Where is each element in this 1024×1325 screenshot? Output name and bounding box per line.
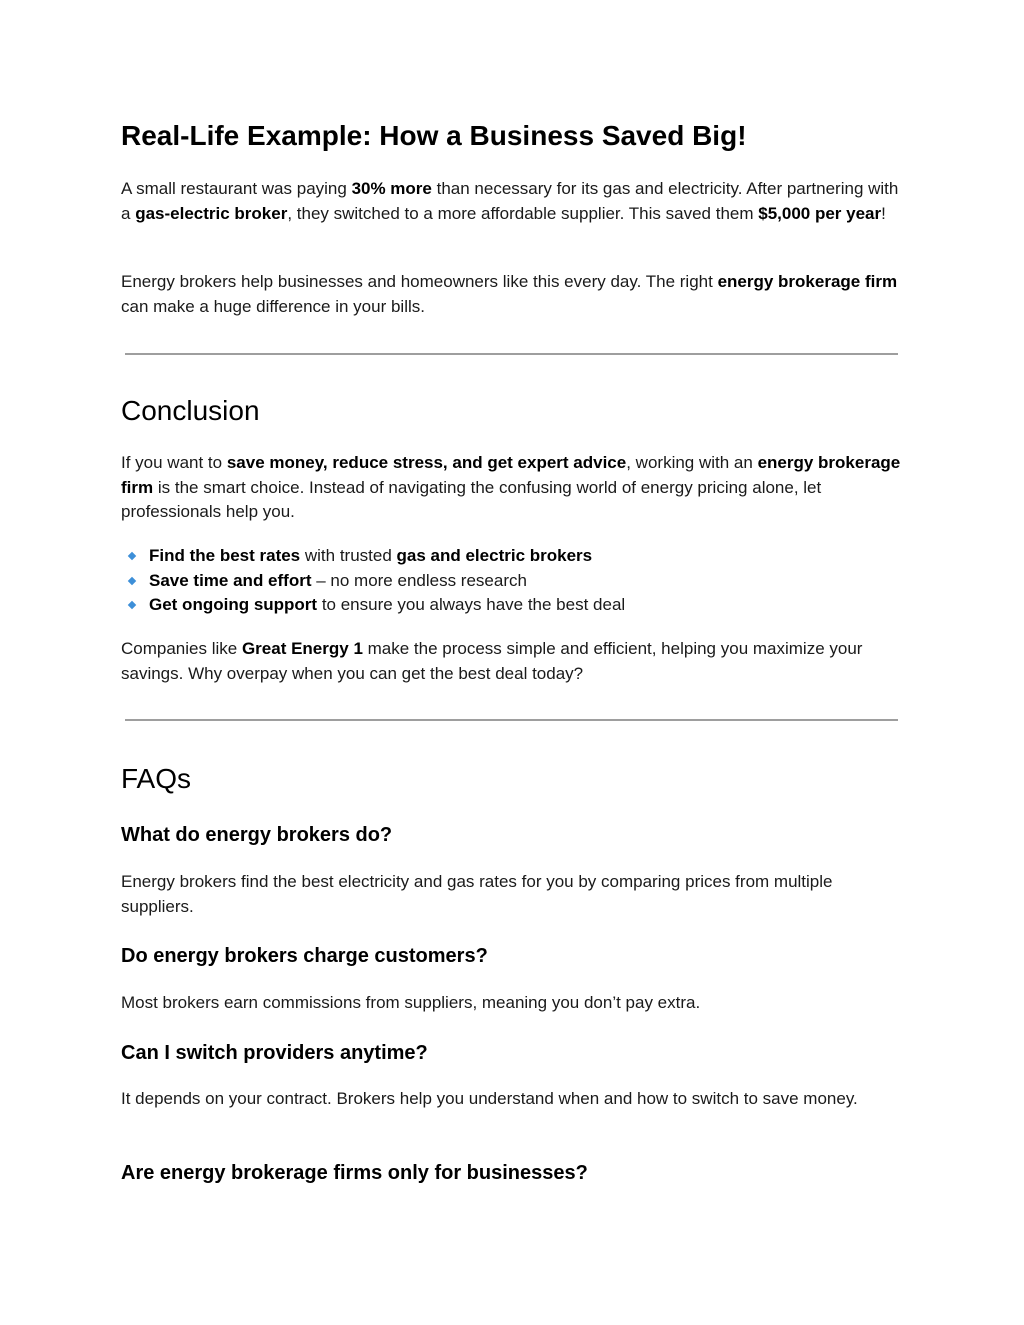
faq-answer: It depends on your contract. Brokers help you understand when and how to switch to save money.	[121, 1089, 858, 1108]
faq-question: What do energy brokers do?	[121, 824, 393, 846]
section-divider	[125, 719, 898, 721]
faq-question: Can I switch providers anytime?	[121, 1042, 428, 1064]
conclusion-paragraph-1: If you want to save money, reduce stress, and get expert advice, working with an energy brokerage firm is the smart choice. Instead of navigating the confusing world of energy pricing alone, let professionals help you.	[121, 453, 901, 521]
section-divider	[125, 353, 898, 355]
conclusion-heading: Conclusion	[121, 395, 260, 426]
faq-answer: Energy brokers find the best electricity and gas rates for you by comparing prices from multiple suppliers.	[121, 872, 833, 916]
example-paragraph-1: A small restaurant was paying 30% more than necessary for its gas and electricity. After partnering with a gas-electric broker, they switched to a more affordable supplier. This saved them $5,000 per year!	[121, 179, 899, 223]
diamond-bullet-icon	[128, 601, 136, 609]
benefits-list	[121, 544, 901, 618]
list-item: Get ongoing support to ensure you always have the best deal	[121, 593, 901, 618]
diamond-bullet-icon	[128, 552, 136, 560]
list-item: Find the best rates with trusted gas and electric brokers	[121, 544, 901, 569]
diamond-bullet-icon	[128, 576, 136, 584]
conclusion-paragraph-2: Companies like Great Energy 1 make the process simple and efficient, helping you maximize your savings. Why overpay when you can get the best deal today?	[121, 639, 863, 683]
example-paragraph-2: Energy brokers help businesses and homeowners like this every day. The right energy brokerage firm can make a huge difference in your bills.	[121, 272, 898, 316]
faq-question: Are energy brokerage firms only for businesses?	[121, 1162, 588, 1184]
list-item: Save time and effort – no more endless research	[121, 569, 901, 594]
faq-answer: Most brokers earn commissions from suppliers, meaning you don’t pay extra.	[121, 993, 701, 1012]
faqs-heading: FAQs	[121, 763, 192, 794]
example-heading: Real-Life Example: How a Business Saved Big!	[121, 120, 747, 151]
faq-question: Do energy brokers charge customers?	[121, 945, 488, 967]
